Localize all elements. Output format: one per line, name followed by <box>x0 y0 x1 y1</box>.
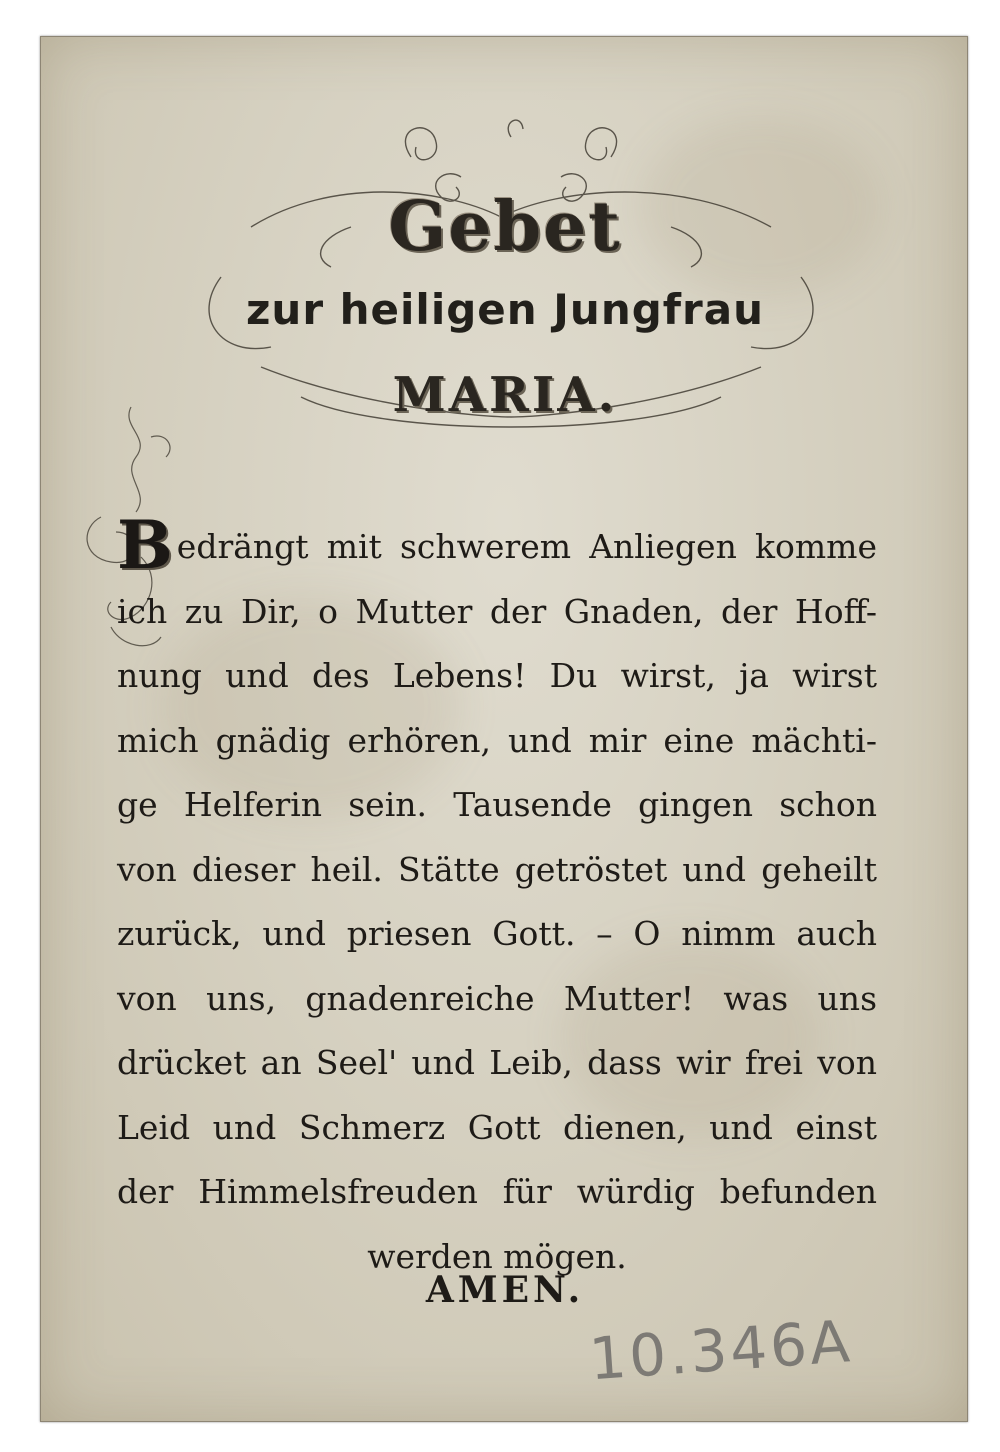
catalog-number: 10.346A <box>586 1307 855 1394</box>
prayer-line: mich gnädig erhören, und mir eine mächti- <box>117 720 877 760</box>
prayer-line: zurück, und priesen Gott. – O nimm auch <box>117 914 877 953</box>
prayer-line: ich zu Dir, o Mutter der Gnaden, der Hoff- <box>117 591 877 631</box>
closing-amen: AMEN. <box>425 1269 585 1311</box>
card-title: Gebet <box>388 187 622 267</box>
prayer-line-text: edrängt mit schwerem Anliegen komme <box>176 527 877 566</box>
prayer-line <box>117 506 877 584</box>
prayer-line: ge Helferin sein. Tausende gingen schon <box>117 785 877 824</box>
prayer-body <box>117 506 877 1289</box>
prayer-line: drücket an Seel' und Leib, dass wir frei von <box>117 1043 877 1082</box>
prayer-line: von dieser heil. Stätte getröstet und geheilt <box>117 849 877 889</box>
prayer-card <box>40 36 968 1422</box>
card-subtitle: zur heiligen Jungfrau <box>245 285 765 334</box>
prayer-line: werden mögen. <box>367 1236 627 1276</box>
decorated-initial: B <box>117 506 173 584</box>
card-name-heading: MARIA. <box>392 367 618 423</box>
prayer-line: von uns, gnadenreiche Mutter! was uns <box>117 978 877 1018</box>
prayer-line: Leid und Schmerz Gott dienen, und einst <box>117 1107 877 1147</box>
prayer-line: der Himmelsfreuden für würdig befunden <box>117 1172 877 1211</box>
prayer-line: nung und des Lebens! Du wirst, ja wirst <box>117 656 877 695</box>
